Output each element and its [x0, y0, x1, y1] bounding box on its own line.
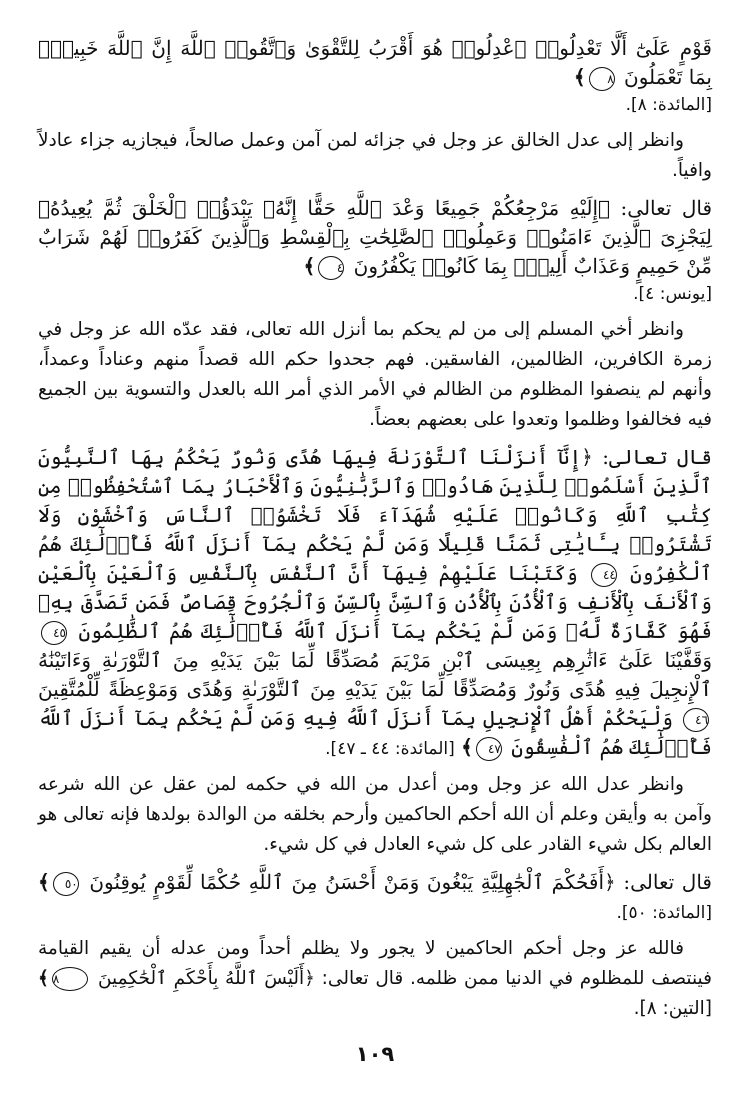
body-paragraph: وانظر أخي المسلم إلى من لم يحكم بما أنزل الله تعالى، فقد عدّه الله عز وجل في زمرة الكافرين، الظالمين، الفاسقين. فهم جحدوا حكم الله قصداً منهم وعناداً وعمداً، وأنهم لم ينصفوا المظلوم من الظالم في الأمر الذي أمر الله بالعدل والتسوية بين الجميع فيه فخالفوا وظلموا وتعدوا على بعضهم بعضاً.	[38, 319, 712, 430]
paragraph-text: فالله عز وجل أحكم الحاكمين لا يجور ولا يظلم أحداً ومن عدله أن يقيم القيامة فينتصف للمظلوم في الدنيا ممن ظلمه. قال تعالى: ﴿أَلَيْسَ ٱللَّهُ بِأَحْكَمِ ٱلْحَٰكِمِينَ	[38, 938, 712, 989]
ayah-number-marker: ٤٤	[591, 563, 617, 587]
quote-text: قال تعالى: ﴿إِنَّآ أَنزَلْنَا ٱلتَّوْرَىٰةَ فِيهَا هُدًى وَنُورٌ يَحْكُمُ بِهَا ٱلنَّبِيُّونَ ٱلَّذِينَ أَسْلَمُوا۟ لِلَّذِينَ هَادُوا۟ وَٱلرَّبَّٰنِيُّونَ وَٱلْأَحْبَارُ بِمَا ٱسْتُحْفِظُوا۟ مِن كِتَٰبِ ٱللَّهِ وَكَانُوا۟ عَلَيْهِ شُهَدَآءَ فَلَا تَخْشَوُا۟ ٱلنَّاسَ وَٱخْشَوْنِ وَلَا تَشْتَرُوا۟ بِـَٔايَٰتِى ثَمَنًا قَلِيلًا وَمَن لَّمْ يَحْكُم بِمَآ أَنزَلَ ٱللَّهُ فَأُو۟لَٰٓئِكَ هُمُ ٱلْكَٰفِرُونَ	[38, 445, 712, 585]
reference-citation: [المائدة: ٥٠].	[616, 903, 712, 923]
quote-text: وَقَفَّيْنَا عَلَىٰٓ ءَاثَٰرِهِم بِعِيسَى ٱبْنِ مَرْيَمَ مُصَدِّقًا لِّمَا بَيْنَ يَدَيْهِ مِنَ ٱلتَّوْرَىٰةِ وَءَاتَيْنَٰهُ ٱلْإِنجِيلَ فِيهِ هُدًى وَنُورٌ وَمُصَدِّقًا لِّمَا بَيْنَ يَدَيْهِ مِنَ ٱلتَّوْرَىٰةِ وَهُدًى وَمَوْعِظَةً لِّلْمُتَّقِينَ	[38, 648, 712, 701]
body-paragraph: وانظر عدل الله عز وجل ومن أعدل من الله في حكمه لمن عقل عن الله شرعه وآمن به وأيقن وعلم أن الله أحكم الحاكمين وأرحم بخلقه من الوالدة بولدها فإنه تعالى هو العالم بكل شيء القادر على كل شيء العادل في كل شيء.	[38, 774, 712, 855]
page-number: ١٠٩	[355, 1042, 395, 1066]
quote-text: قال تعالى: ﴿أَفَحُكْمَ ٱلْجَٰهِلِيَّةِ يَبْغُونَ وَمَنْ أَحْسَنُ مِنَ ٱللَّهِ حُكْمًا لِّقَوْمٍ يُوقِنُونَ	[89, 870, 712, 894]
quote-text: وَكَتَبْنَا عَلَيْهِمْ فِيهَآ أَنَّ ٱلنَّفْسَ بِٱلنَّفْسِ وَٱلْعَيْنَ بِٱلْعَيْنِ وَٱلْأَنفَ بِٱلْأَنفِ وَٱلْأُذُنَ بِٱلْأُذُنِ وَٱلسِّنَّ بِٱلسِّنِّ وَٱلْجُرُوحَ قِصَاصٌ فَمَن تَصَدَّقَ بِهِۦ فَهُوَ كَفَّارَةٌ لَّهُۥ وَمَن لَّمْ يَحْكُم بِمَآ أَنزَلَ ٱللَّهُ فَأُو۟لَٰٓئِكَ هُمُ ٱلظَّٰلِمُونَ	[38, 561, 713, 643]
quran-quote-maidah-8	[38, 34, 712, 92]
ayah-number-marker: ٤	[318, 256, 344, 280]
ayah-number-marker: ٤٧	[476, 737, 502, 761]
quran-quote-yunus-4	[38, 194, 712, 281]
quote-text: قال تعالى: ﴿إِلَيْهِ مَرْجِعُكُمْ جَمِيعًا وَعْدَ ٱللَّهِ حَقًّا إِنَّهُۥ يَبْدَؤُا۟ ٱلْخَلْقَ ثُمَّ يُعِيدُهُۥ لِيَجْزِىَ ٱلَّذِينَ ءَامَنُوا۟ وَعَمِلُوا۟ ٱلصَّٰلِحَٰتِ بِٱلْقِسْطِ وَٱلَّذِينَ كَفَرُوا۟ لَهُمْ شَرَابٌ مِّنْ حَمِيمٍ وَعَذَابٌ أَلِيمٌۢ بِمَا كَانُوا۟ يَكْفُرُونَ	[38, 196, 712, 278]
body-paragraph-with-quote	[38, 934, 712, 1024]
ayah-number-marker: ٤٦	[683, 708, 709, 732]
ayah-number-marker: ٤٥	[41, 621, 67, 645]
closing-bracket: ﴾	[573, 65, 586, 89]
ayah-number-marker: ٥٠	[53, 872, 79, 896]
ayah-number-marker: ٨	[52, 967, 88, 991]
reference-citation: [يونس: ٤].	[633, 284, 712, 304]
reference-citation: [التين: ٨].	[633, 998, 712, 1019]
ayah-number-marker: ٨	[589, 67, 615, 91]
quran-quote-maidah-44-47	[38, 443, 712, 762]
quote-text: قَوْمٍ عَلَىٰٓ أَلَّا تَعْدِلُوا۟ ٱعْدِلُوا۟ هُوَ أَقْرَبُ لِلتَّقْوَىٰ وَٱتَّقُوا۟ ٱللَّهَ إِنَّ ٱللَّهَ خَبِيرٌۢ بِمَا تَعْمَلُونَ	[38, 36, 712, 89]
body-paragraph: وانظر إلى عدل الخالق عز وجل في جزائه لمن آمن وعمل صالحاً، فيجازيه جزاء عادلاً وافياً.	[38, 130, 712, 181]
reference-citation: [المائدة: ٤٤ ـ ٤٧].	[325, 739, 455, 759]
closing-bracket: ﴾	[303, 254, 316, 278]
reference-citation: [المائدة: ٨].	[625, 95, 712, 115]
closing-bracket: ﴾	[461, 735, 473, 759]
quote-text: وَلْيَحْكُمْ أَهْلُ ٱلْإِنجِيلِ بِمَآ أَنزَلَ ٱللَّهُ فِيهِ وَمَن لَّمْ يَحْكُم بِمَآ أَنزَلَ ٱللَّهُ فَأُو۟لَٰٓئِكَ هُمُ ٱلْفَٰسِقُونَ	[38, 706, 712, 759]
quran-quote-maidah-50	[38, 868, 712, 926]
closing-bracket: ﴾	[38, 968, 49, 989]
closing-bracket: ﴾	[38, 870, 50, 894]
